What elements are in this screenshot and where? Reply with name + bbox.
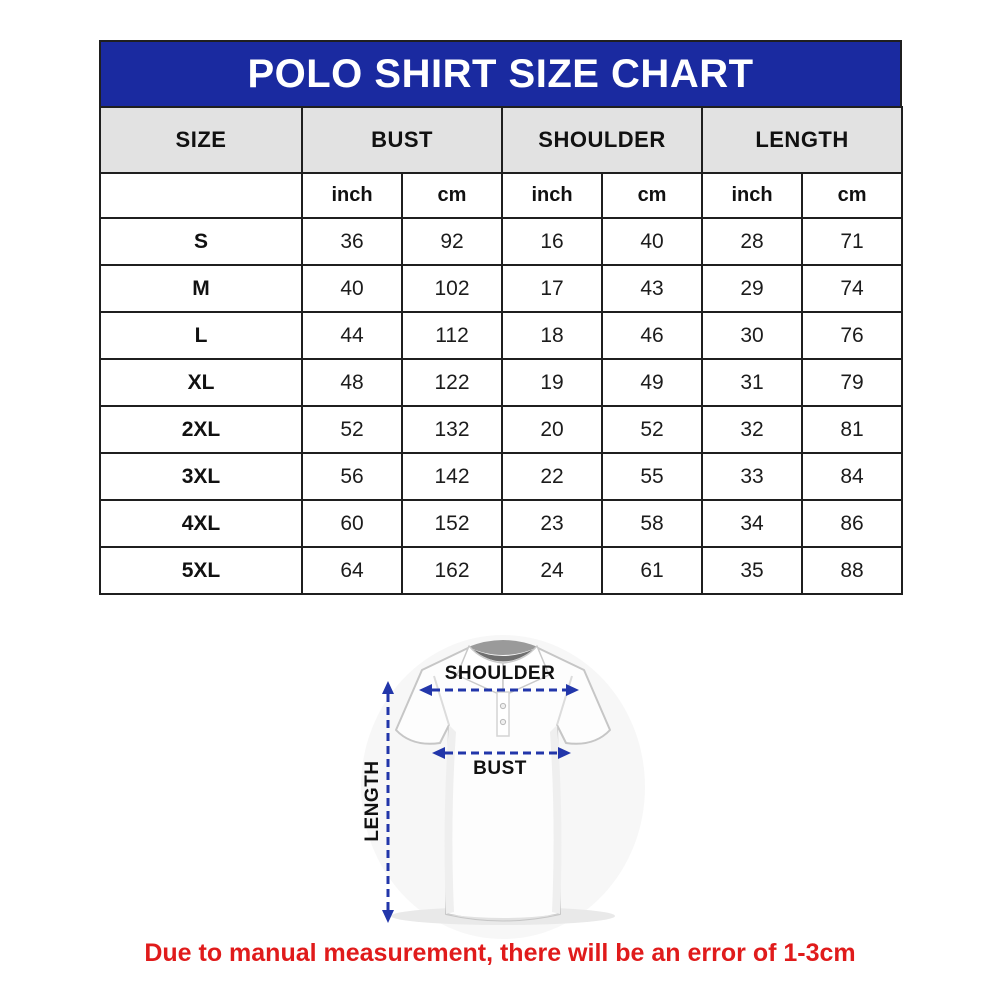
- value-cell: 79: [802, 359, 902, 406]
- size-cell: S: [100, 218, 302, 265]
- unit-header-cm: cm: [602, 173, 702, 218]
- bust-measure-label: BUST: [473, 758, 527, 779]
- size-cell: 3XL: [100, 453, 302, 500]
- units-row-spacer: [100, 173, 302, 218]
- value-cell: 29: [702, 265, 802, 312]
- value-cell: 20: [502, 406, 602, 453]
- page-title: POLO SHIRT SIZE CHART: [247, 51, 754, 96]
- size-cell: XL: [100, 359, 302, 406]
- column-header-length: LENGTH: [702, 107, 902, 173]
- length-measure-label: LENGTH: [362, 760, 383, 842]
- unit-header-cm: cm: [802, 173, 902, 218]
- table-row: [100, 265, 902, 312]
- unit-header-inch: inch: [702, 173, 802, 218]
- value-cell: 58: [602, 500, 702, 547]
- unit-header-inch: inch: [502, 173, 602, 218]
- value-cell: 56: [302, 453, 402, 500]
- value-cell: 71: [802, 218, 902, 265]
- value-cell: 22: [502, 453, 602, 500]
- measurement-error-note: Due to manual measurement, there will be an error of 1-3cm: [144, 939, 856, 967]
- value-cell: 52: [602, 406, 702, 453]
- value-cell: 152: [402, 500, 502, 547]
- value-cell: 23: [502, 500, 602, 547]
- table-row: [100, 500, 902, 547]
- value-cell: 33: [702, 453, 802, 500]
- value-cell: 76: [802, 312, 902, 359]
- unit-header-inch: inch: [302, 173, 402, 218]
- value-cell: 40: [302, 265, 402, 312]
- column-header-size: SIZE: [100, 107, 302, 173]
- column-header-shoulder: SHOULDER: [502, 107, 702, 173]
- value-cell: 55: [602, 453, 702, 500]
- value-cell: 132: [402, 406, 502, 453]
- value-cell: 92: [402, 218, 502, 265]
- size-chart-table: [99, 106, 903, 595]
- value-cell: 32: [702, 406, 802, 453]
- value-cell: 43: [602, 265, 702, 312]
- value-cell: 61: [602, 547, 702, 594]
- placket: [497, 692, 509, 736]
- button-icon: [500, 703, 505, 708]
- value-cell: 64: [302, 547, 402, 594]
- value-cell: 74: [802, 265, 902, 312]
- value-cell: 162: [402, 547, 502, 594]
- size-cell: 2XL: [100, 406, 302, 453]
- table-header-row: [100, 107, 902, 173]
- table-row: [100, 359, 902, 406]
- table-row: [100, 312, 902, 359]
- value-cell: 86: [802, 500, 902, 547]
- value-cell: 81: [802, 406, 902, 453]
- value-cell: 88: [802, 547, 902, 594]
- value-cell: 52: [302, 406, 402, 453]
- value-cell: 102: [402, 265, 502, 312]
- size-cell: L: [100, 312, 302, 359]
- table-row: [100, 406, 902, 453]
- table-units-row: [100, 173, 902, 218]
- value-cell: 84: [802, 453, 902, 500]
- value-cell: 18: [502, 312, 602, 359]
- value-cell: 44: [302, 312, 402, 359]
- value-cell: 60: [302, 500, 402, 547]
- value-cell: 34: [702, 500, 802, 547]
- shoulder-measure-label: SHOULDER: [444, 663, 556, 684]
- value-cell: 17: [502, 265, 602, 312]
- value-cell: 112: [402, 312, 502, 359]
- button-icon: [500, 719, 505, 724]
- unit-header-cm: cm: [402, 173, 502, 218]
- table-row: [100, 453, 902, 500]
- value-cell: 28: [702, 218, 802, 265]
- size-cell: 5XL: [100, 547, 302, 594]
- value-cell: 24: [502, 547, 602, 594]
- value-cell: 30: [702, 312, 802, 359]
- value-cell: 40: [602, 218, 702, 265]
- value-cell: 36: [302, 218, 402, 265]
- table-row: [100, 218, 902, 265]
- arrowhead-up-icon: [382, 681, 394, 694]
- value-cell: 16: [502, 218, 602, 265]
- value-cell: 48: [302, 359, 402, 406]
- value-cell: 19: [502, 359, 602, 406]
- size-cell: 4XL: [100, 500, 302, 547]
- table-row: [100, 547, 902, 594]
- size-cell: M: [100, 265, 302, 312]
- title-bar: [99, 40, 902, 108]
- column-header-bust: BUST: [302, 107, 502, 173]
- value-cell: 49: [602, 359, 702, 406]
- value-cell: 31: [702, 359, 802, 406]
- value-cell: 122: [402, 359, 502, 406]
- value-cell: 46: [602, 312, 702, 359]
- value-cell: 142: [402, 453, 502, 500]
- value-cell: 35: [702, 547, 802, 594]
